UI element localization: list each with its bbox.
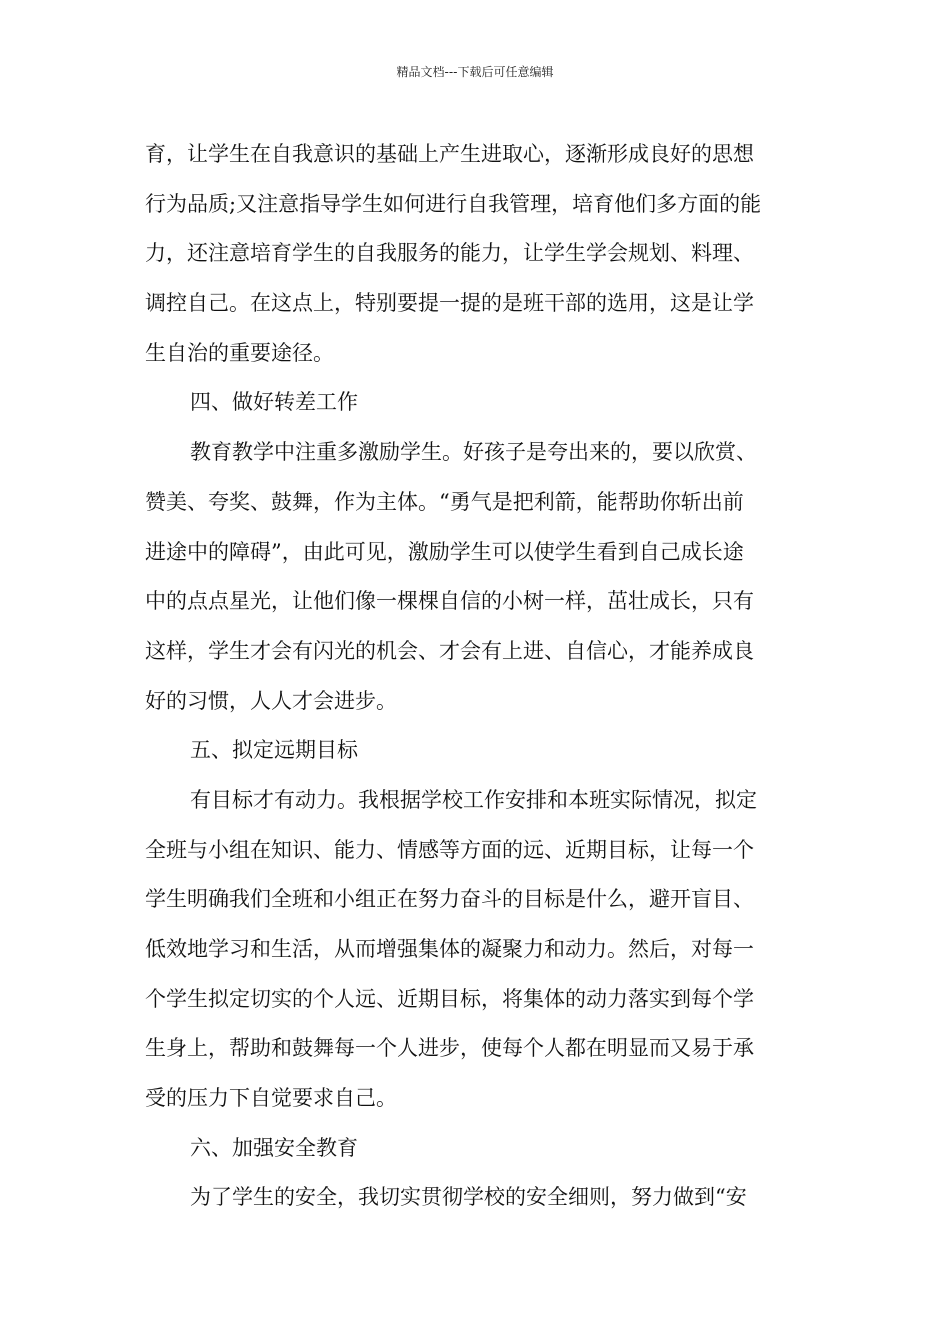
- text-line: 生身上，帮助和鼓舞每一个人进步，使每个人都在明显而又易于承: [145, 1036, 754, 1061]
- text-line: 低效地学习和生活，从而增强集体的凝聚力和动力。然后，对每一: [145, 937, 754, 961]
- text-line: 为了学生的安全，我切实贯彻学校的安全细则，努力做到“安: [190, 1185, 747, 1210]
- text-line: 行为品质;又注意指导学生如何进行自我管理，培育他们多方面的能: [145, 191, 762, 216]
- text-line: 学生明确我们全班和小组正在努力奋斗的目标是什么，避开盲目、: [145, 887, 754, 912]
- text-line: 好的习惯，人人才会进步。: [145, 688, 397, 713]
- text-line: 有目标才有动力。我根据学校工作安排和本班实际情况，拟定: [190, 787, 757, 812]
- text-line: 赞美、夸奖、鼓舞，作为主体。“勇气是把利箭，能帮助你斩出前: [145, 489, 744, 514]
- text-line: 教育教学中注重多激励学生。好孩子是夸出来的，要以欣赏、: [190, 440, 757, 465]
- page-header: 精品文档---下载后可任意编辑: [396, 65, 554, 79]
- text-line: 受的压力下自觉要求自己。: [145, 1086, 397, 1111]
- text-line: 六、加强安全教育: [190, 1135, 358, 1160]
- text-line: 生自治的重要途径。: [145, 340, 334, 365]
- text-line: 力，还注意培育学生的自我服务的能力，让学生学会规划、料理、: [145, 241, 754, 266]
- text-line: 进途中的障碍”，由此可见，激励学生可以使学生看到自己成长途: [145, 539, 744, 564]
- text-line: 这样，学生才会有闪光的机会、才会有上进、自信心，才能养成良: [145, 638, 754, 663]
- text-line: 个学生拟定切实的个人远、近期目标，将集体的动力落实到每个学: [145, 986, 754, 1011]
- text-line: 育，让学生在自我意识的基础上产生进取心，逐渐形成良好的思想: [145, 142, 754, 166]
- text-line: 五、拟定远期目标: [190, 738, 358, 763]
- text-line: 全班与小组在知识、能力、情感等方面的远、近期目标，让每一个: [145, 837, 754, 862]
- text-line: 四、做好转差工作: [190, 390, 358, 415]
- text-line: 中的点点星光，让他们像一棵棵自信的小树一样，茁壮成长，只有: [145, 589, 754, 614]
- text-line: 调控自己。在这点上，特别要提一提的是班干部的选用，这是让学: [145, 291, 754, 316]
- document-body: [145, 130, 815, 1223]
